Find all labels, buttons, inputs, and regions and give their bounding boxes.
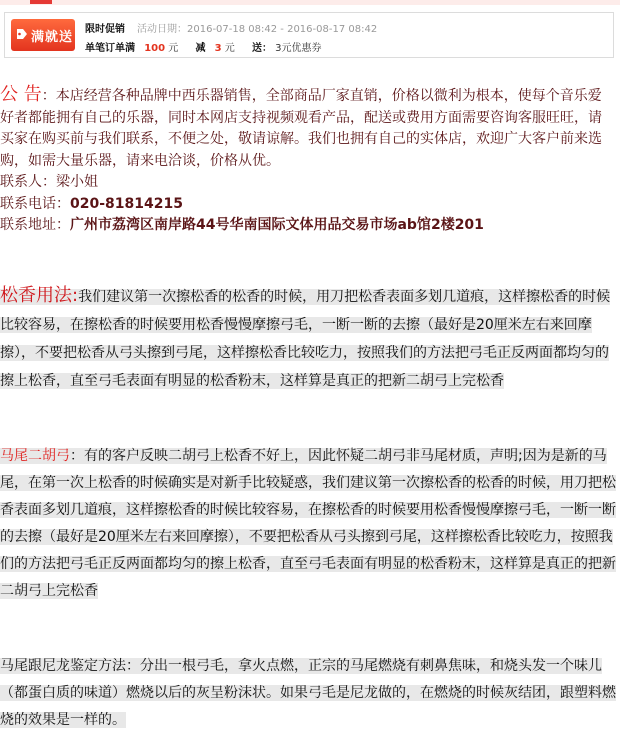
promo-unit-2: 元 xyxy=(224,43,235,54)
contact-person-label: 联系人： xyxy=(0,174,56,190)
contact-address: 广州市荔湾区南岸路44号华南国际文体用品交易市场ab馆2楼201 xyxy=(70,217,484,233)
top-strip-accent xyxy=(30,0,52,4)
contact-address-label: 联系地址： xyxy=(0,217,70,233)
notice-label: 公 告 xyxy=(0,84,42,105)
promo-title: 限时促销 xyxy=(85,24,125,35)
promo-badge-text: 满就送 xyxy=(31,30,74,45)
rosin-usage-section xyxy=(0,282,618,395)
promo-rule-prefix: 单笔订单满 xyxy=(85,43,135,54)
horsehair-heading-colon: ： xyxy=(70,448,84,464)
promo-period-label: 活动日期： xyxy=(137,24,187,35)
identification-section xyxy=(0,653,618,734)
promo-title-row xyxy=(85,20,377,35)
horsehair-text: 有的客户反映二胡弓上松香不好上，因此怀疑二胡弓非马尾材质，声明;因为是新的马尾，在第一次上松香的时候确实是对新手比较疑惑，我们建议第一次擦松香的松香的时候，用刀把松香表面多划几道痕，这样擦松香的时候比较容易，在擦松香的时候要用松香慢慢摩擦弓毛，一断一断的去擦（最好是20厘米左右来回摩擦），不要把松香从弓头擦到弓尾，这样擦松香比较吃力，按照我们的方法把弓毛正反两面都均匀的擦上松香，直至弓毛表面有明显的松香粉末，这样算是真正的把新二胡弓上完松香 xyxy=(0,448,616,599)
rosin-heading: 松香用法 xyxy=(0,285,72,306)
store-notice xyxy=(0,84,614,237)
contact-phone-label: 联系电话： xyxy=(0,195,70,212)
promo-gift: 3元优惠券 xyxy=(275,43,322,54)
promo-period: 2016-07-18 08:42 - 2016-08-17 08:42 xyxy=(187,24,378,35)
tag-icon xyxy=(16,28,28,40)
contact-phone: 020-81814215 xyxy=(70,195,183,212)
notice-text: 本店经营各种品牌中西乐器销售，全部商品厂家直销，价格以微利为根本，使每个音乐爱好者都能拥有自己的乐器，同时本网店支持视频观看产品，配送或费用方面需要咨询客服旺旺，请买家在购买前与我们联系，不便之处，敬请谅解。我们也拥有自己的实体店，欢迎广大客户前来选购，如需大量乐器，请来电洽谈，价格从优。 xyxy=(0,88,602,169)
contact-person: 梁小姐 xyxy=(56,174,98,190)
promotion-banner xyxy=(4,12,614,58)
top-strip xyxy=(0,0,620,5)
promo-badge[interactable] xyxy=(11,19,75,51)
promo-threshold: 100 xyxy=(144,43,166,54)
rosin-text: 我们建议第一次擦松香的松香的时候，用刀把松香表面多划几道痕，这样擦松香的时候比较容易，在擦松香的时候要用松香慢慢摩擦弓毛，一断一断的去擦（最好是20厘米左右来回摩擦），不要把松香从弓头擦到弓尾，这样擦松香比较吃力，按照我们的方法把弓毛正反两面都均匀的擦上松香，直至弓毛表面有明显的松香粉末，这样算是真正的把新二胡弓上完松香 xyxy=(0,289,611,389)
horsehair-bow-section xyxy=(0,443,618,605)
notice-colon: ： xyxy=(41,88,56,104)
notice-body xyxy=(0,84,614,172)
identification-text: 马尾跟尼龙鉴定方法：分出一根弓毛，拿火点燃，正宗的马尾燃烧有刺鼻焦味，和烧头发一个味儿（都蛋白质的味道）燃烧以后的灰呈粉沫状。如果弓毛是尼龙做的，在燃烧的时候灰结团，跟塑料燃烧的效果是一样的。 xyxy=(0,658,616,728)
promo-minus-label: 减 xyxy=(195,43,206,54)
promo-gift-label: 送： xyxy=(251,43,272,54)
contact-address-row xyxy=(0,215,614,237)
contact-person-row xyxy=(0,172,614,194)
promo-unit: 元 xyxy=(168,43,179,54)
contact-phone-row xyxy=(0,194,614,216)
promo-rule-row xyxy=(85,39,322,54)
rosin-heading-colon: : xyxy=(72,285,79,306)
promo-minus-amount: 3 xyxy=(214,43,222,54)
horsehair-heading: 马尾二胡弓 xyxy=(0,448,70,464)
